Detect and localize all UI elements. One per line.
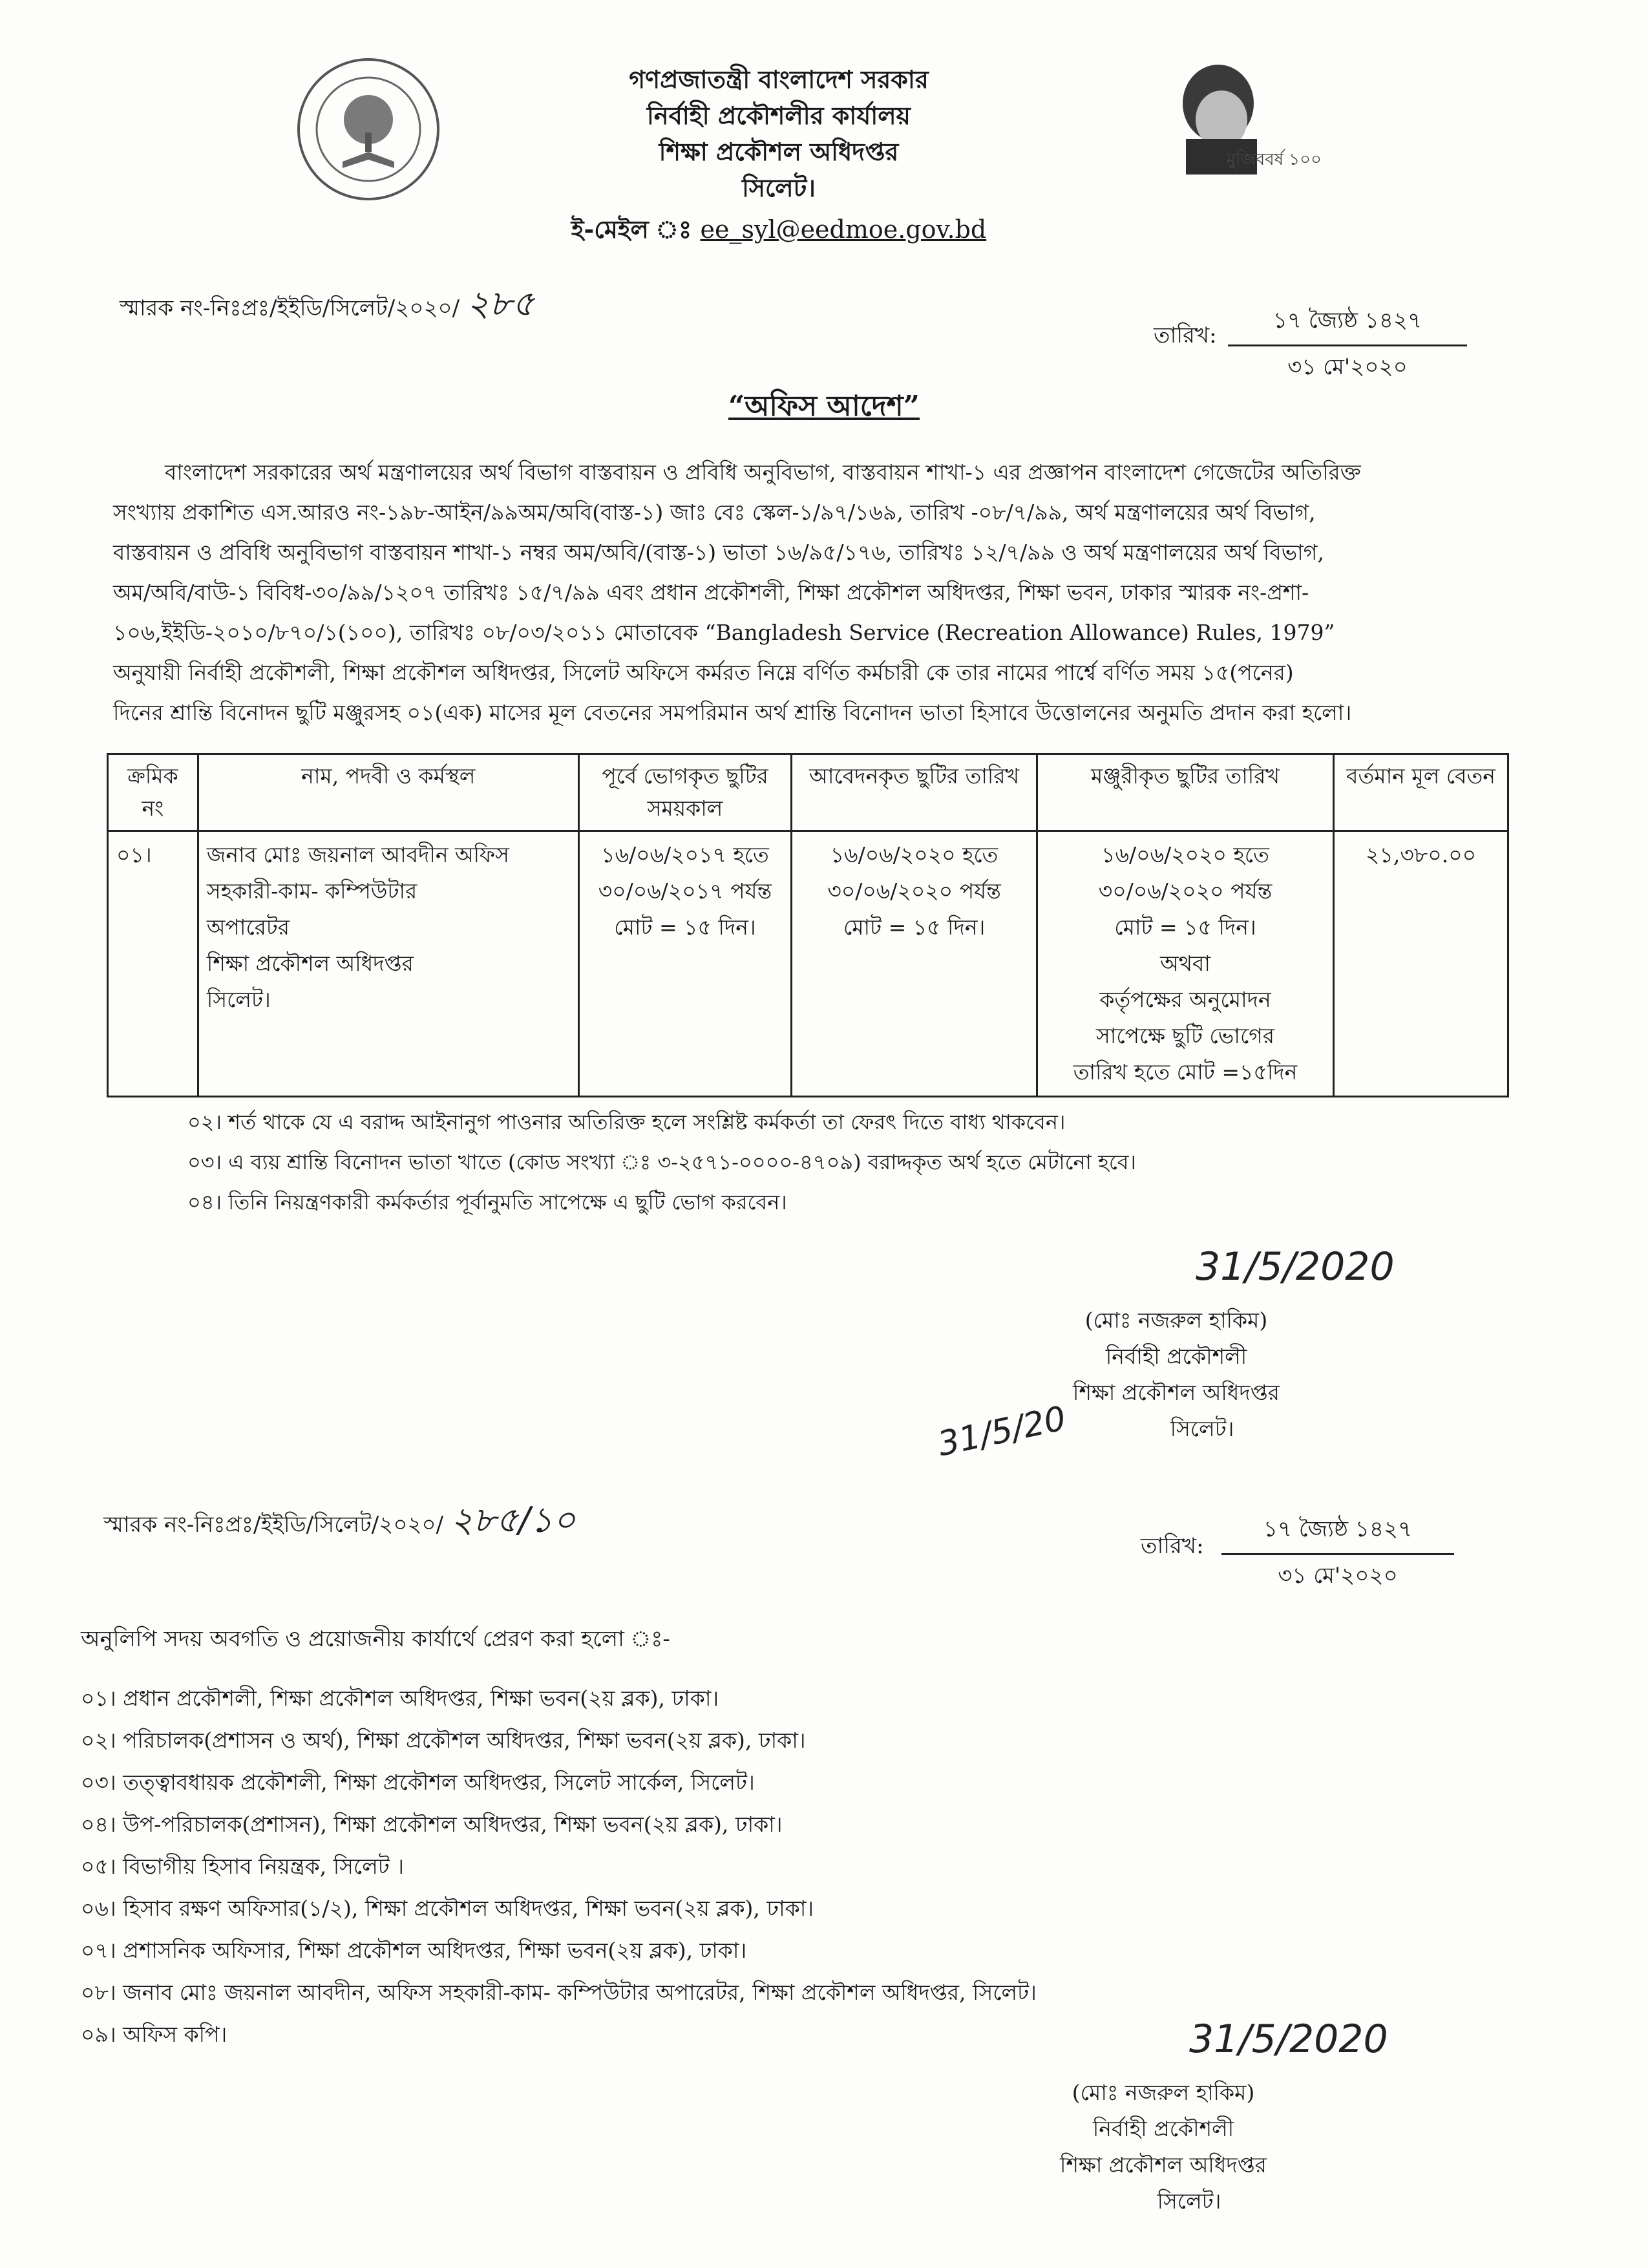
header-line-4: সিলেট।: [742, 173, 816, 202]
table-row: [108, 831, 1508, 1097]
signatory-name: (মোঃ নজরুল হাকিম): [1072, 2080, 1255, 2105]
previous-line: মোট = ১৫ দিন।: [614, 915, 756, 940]
memo-handwritten-number: ২৮৫/১০: [450, 1500, 576, 1540]
date-label-top: তারিখ:: [1154, 323, 1217, 348]
signatory-place: সিলেট।: [1170, 1416, 1234, 1441]
signature-handwritten-2: 31/5/2020: [1189, 2017, 1388, 2062]
email-line: [556, 211, 1002, 248]
date-english: ৩১ মে'২০২০: [1278, 1563, 1398, 1589]
cell-approved: [1037, 831, 1333, 1097]
list-item: ০৫। বিভাগীয় হিসাব নিয়ন্ত্রক, সিলেট ।: [81, 1854, 405, 1879]
name-line: শিক্ষা প্রকৌশল অধিদপ্তর: [206, 951, 414, 976]
initial-handwritten: 31/5/20: [934, 1399, 1070, 1465]
order-title: “অফিস আদেশ”: [728, 390, 920, 423]
applied-line: মোট = ১৫ দিন।: [843, 915, 986, 940]
cell-name: [198, 831, 578, 1097]
approved-line: ১৬/০৬/২০২০ হতে: [1101, 842, 1269, 867]
department-seal-logo: [294, 55, 443, 204]
table-header-row: [108, 754, 1508, 831]
condition-item: ০৪। তিনি নিয়ন্ত্রণকারী কর্মকর্তার পূর্বানুমতি সাপেক্ষে এ ছুটি ভোগ করবেন।: [187, 1190, 787, 1214]
col-name: নাম, পদবী ও কর্মস্থল: [198, 754, 578, 831]
name-line: অপারেটর: [206, 915, 290, 940]
copy-list: [81, 1677, 1037, 2055]
copy-intro: অনুলিপি সদয় অবগতি ও প্রয়োজনীয় কার্যার্থে প্রেরণ করা হলো ঃ-: [81, 1626, 670, 1652]
previous-line: ৩০/০৬/২০১৭ পর্যন্ত: [598, 878, 772, 904]
body-line-4: অম/অবি/বাউ-১ বিবিধ-৩০/৯৯/১২০৭ তারিখঃ ১৫/৭/৯৯ এবং প্রধান প্রকৌশলী, শিক্ষা প্রকৌশল অধিদপ্তর, শিক্ষা ভবন, ঢাকার স্মারক নং-প্রশা-: [113, 580, 1309, 605]
cell-salary: ২১,৩৮০.০০: [1334, 831, 1508, 1097]
name-line: সহকারী-কাম- কম্পিউটার: [206, 878, 417, 904]
memo-label: স্মারক নং-নিঃপ্রঃ/ইইডি/সিলেট/২০২০/: [120, 295, 460, 321]
signatory-name: (মোঃ নজরুল হাকিম): [1084, 1308, 1268, 1333]
memo-label: স্মারক নং-নিঃপ্রঃ/ইইডি/সিলেট/২০২০/: [103, 1512, 444, 1538]
signatory-office: শিক্ষা প্রকৌশল অধিদপ্তর: [1060, 2152, 1267, 2178]
body-line-2: সংখ্যায় প্রকাশিত এস.আরও নং-১৯৮-আইন/৯৯অম/অবি(বাস্ত-১) জাঃ বেঃ স্কেল-১/৯৭/১৬৯, তারিখ -০৮/৭/৯৯, অর্থ মন্ত্রণালয়ের অর্থ বিভাগ,: [113, 500, 1316, 525]
signatory-place: সিলেট।: [1157, 2189, 1221, 2214]
date-label-bottom: তারিখ:: [1141, 1533, 1204, 1559]
approved-line: অথবা: [1160, 951, 1210, 976]
date-bengali: ১৭ জ্যৈষ্ঠ ১৪২৭: [1221, 1512, 1454, 1555]
header-line-3: শিক্ষা প্রকৌশল অধিদপ্তর: [659, 137, 899, 166]
applied-line: ৩০/০৬/২০২০ পর্যন্ত: [827, 878, 1001, 904]
col-approved: মঞ্জুরীকৃত ছুটির তারিখ: [1037, 754, 1333, 831]
list-item: ০৯। অফিস কপি।: [81, 2022, 227, 2047]
date-box-top: [1228, 304, 1467, 387]
email-label: ই-মেইল ঃ: [571, 215, 692, 244]
office-header: [556, 61, 1002, 248]
body-line-7: দিনের শ্রান্তি বিনোদন ছুটি মঞ্জুরসহ ০১(এক) মাসের মূল বেতনের সমপরিমান অর্থ শ্রান্তি বিনোদন ভাতা হিসাবে উত্তোলনের অনুমতি প্রদান করা হলো।: [113, 700, 1352, 725]
list-item: ০৪। উপ-পরিচালক(প্রশাসন), শিক্ষা প্রকৌশল অধিদপ্তর, শিক্ষা ভবন(২য় ব্লক), ঢাকা।: [81, 1812, 783, 1837]
col-serial: ক্রমিক নং: [108, 754, 198, 831]
body-line-1: বাংলাদেশ সরকারের অর্থ মন্ত্রণালয়ের অর্থ বিভাগ বাস্তবায়ন ও প্রবিধি অনুবিভাগ, বাস্তবায়ন শাখা-১ এর প্রজ্ঞাপন বাংলাদেশ গেজেটের অতিরিক্ত: [165, 460, 1361, 485]
approved-line: মোট = ১৫ দিন।: [1114, 915, 1256, 940]
list-item: ০৮। জনাব মোঃ জয়নাল আবদীন, অফিস সহকারী-কাম- কম্পিউটার অপারেটর, শিক্ষা প্রকৌশল অধিদপ্তর, সিলেট।: [81, 1980, 1037, 2005]
body-line-3: বাস্তবায়ন ও প্রবিধি অনুবিভাগ বাস্তবায়ন শাখা-১ নম্বর অম/অবি/(বাস্ত-১) ভাতা ১৬/৯৫/১৭৬, তারিখঃ ১২/৭/৯৯ ও অর্থ মন্ত্রণালয়ের অর্থ বিভাগ,: [113, 540, 1324, 565]
cell-previous: [578, 831, 792, 1097]
header-line-2: নির্বাহী প্রকৌশলীর কার্যালয়: [647, 101, 911, 130]
date-english: ৩১ মে'২০২০: [1287, 354, 1408, 380]
list-item: ০৭। প্রশাসনিক অফিসার, শিক্ষা প্রকৌশল অধিদপ্তর, শিক্ষা ভবন(২য় ব্লক), ঢাকা।: [81, 1938, 747, 1963]
cell-applied: [792, 831, 1037, 1097]
approved-line: ৩০/০৬/২০২০ পর্যন্ত: [1098, 878, 1273, 904]
signatory-designation: নির্বাহী প্রকৌশলী: [1105, 1344, 1247, 1369]
date-bengali: ১৭ জ্যৈষ্ঠ ১৪২৭: [1228, 304, 1467, 346]
name-line: সিলেট।: [206, 987, 271, 1012]
body-line-6: অনুযায়ী নির্বাহী প্রকৌশলী, শিক্ষা প্রকৌশল অধিদপ্তর, সিলেট অফিসে কর্মরত নিম্নে বর্ণিত কর্মচারী কে তার নামের পার্শ্বে বর্ণিত সময় ১৫(পনের): [113, 660, 1294, 685]
mujib-borsho-logo: [1160, 58, 1328, 181]
body-line-5: ১০৬,ইইডি-২০১০/৮৭০/১(১০০), তারিখঃ ০৮/০৩/২০১১ মোতাবেক “Bangladesh Service (Recreation Allowance) Rules, 1979”: [113, 620, 1335, 645]
list-item: ০৩। তত্ত্বাবধায়ক প্রকৌশলী, শিক্ষা প্রকৌশল অধিদপ্তর, সিলেট সার্কেল, সিলেট।: [81, 1770, 755, 1795]
memo-number-top: [120, 277, 534, 335]
cell-serial: ০১।: [108, 831, 198, 1097]
condition-item: ০২। শর্ত থাকে যে এ বরাদ্দ আইনানুগ পাওনার অতিরিক্ত হলে সংশ্লিষ্ট কর্মকর্তা তা ফেরৎ দিতে বাধ্য থাকবেন।: [187, 1110, 1066, 1134]
col-applied: আবেদনকৃত ছুটির তারিখ: [792, 754, 1037, 831]
signatory-designation: নির্বাহী প্রকৌশলী: [1092, 2116, 1234, 2141]
list-item: ০১। প্রধান প্রকৌশলী, শিক্ষা প্রকৌশল অধিদপ্তর, শিক্ষা ভবন(২য় ব্লক), ঢাকা।: [81, 1686, 719, 1711]
approved-line: কর্তৃপক্ষের অনুমোদন: [1099, 987, 1271, 1012]
list-item: ০২। পরিচালক(প্রশাসন ও অর্থ), শিক্ষা প্রকৌশল অধিদপ্তর, শিক্ষা ভবন(২য় ব্লক), ঢাকা।: [81, 1728, 806, 1753]
memo-handwritten-number: ২৮৫: [466, 283, 535, 324]
col-salary: বর্তমান মূল বেতন: [1334, 754, 1508, 831]
approved-line: সাপেক্ষে ছুটি ভোগের: [1096, 1023, 1275, 1048]
name-line: জনাব মোঃ জয়নাল আবদীন অফিস: [206, 842, 509, 867]
logo-text: মুজিববর্ষ ১০০: [1226, 150, 1322, 169]
header-line-1: গণপ্রজাতন্ত্রী বাংলাদেশ সরকার: [629, 65, 929, 94]
previous-line: ১৬/০৬/২০১৭ হতে: [601, 842, 769, 867]
col-previous: পূর্বে ভোগকৃত ছুটির সময়কাল: [578, 754, 792, 831]
signature-handwritten-1: 31/5/2020: [1196, 1244, 1395, 1289]
memo-number-bottom: [103, 1493, 575, 1551]
order-body: [113, 452, 1535, 733]
date-box-bottom: [1221, 1512, 1454, 1596]
signature-block-2: [995, 2075, 1331, 2220]
conditions-list: [187, 1102, 1136, 1222]
signatory-office: শিক্ষা প্রকৌশল অধিদপ্তর: [1073, 1380, 1280, 1405]
condition-item: ০৩। এ ব্যয় শ্রান্তি বিনোদন ভাতা খাতে (কোড সংখ্যা ঃ ৩-২৫৭১-০০০০-৪৭০৯) বরাদ্দকৃত অর্থ হতে মেটানো হবে।: [187, 1150, 1136, 1174]
leave-table: [107, 753, 1509, 1097]
list-item: ০৬। হিসাব রক্ষণ অফিসার(১/২), শিক্ষা প্রকৌশল অধিদপ্তর, শিক্ষা ভবন(২য় ব্লক), ঢাকা।: [81, 1896, 814, 1921]
email-link[interactable]: ee_syl@eedmoe.gov.bd: [700, 215, 987, 244]
applied-line: ১৬/০৬/২০২০ হতে: [830, 842, 998, 867]
approved-line: তারিখ হতে মোট =১৫দিন: [1073, 1059, 1298, 1085]
